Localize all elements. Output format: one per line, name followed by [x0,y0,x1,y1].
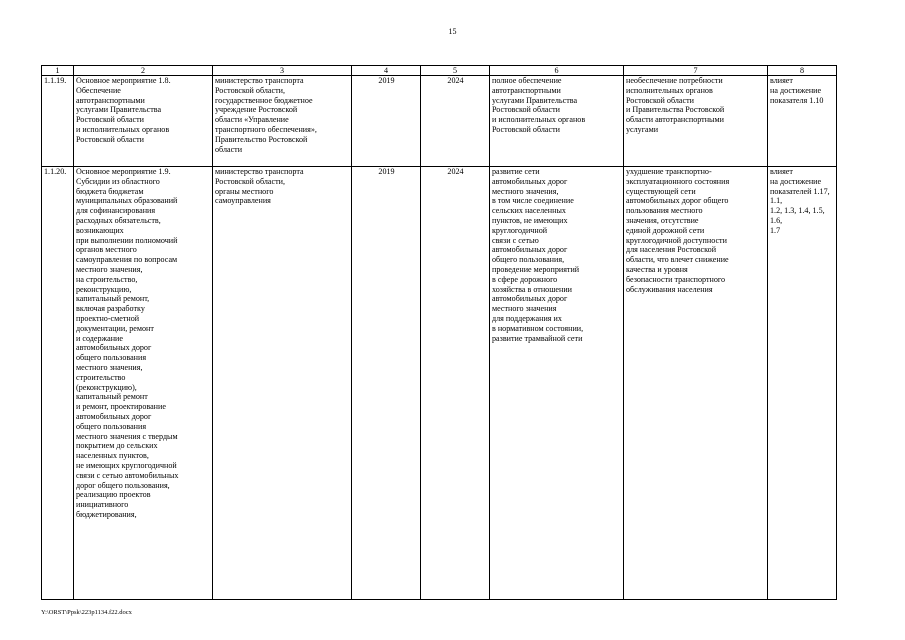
measure-name: Основное мероприятие 1.9. Субсидии из областного бюджета бюджетам муниципальных образований для софинансирования расходных обязательств, возникающих при выполнении полномочий органов местного самоуправления по вопросам местного значения, на строительство, реконструкцию, капитальный ремонт, включая разработку проектно-сметной документации, ремонт и содержание автомобильных дорог общего пользования местного значения, строительство (реконструкцию), капитальный ремонт и ремонт, проектирование автомобильных дорог общего пользования местного значения с твердым покрытием до сельских населенных пунктов, не имеющих круглогодичной связи с сетью автомобильных дорог общего пользования, реализацию проектов инициативного бюджетирования, [74,167,213,600]
consequence: ухудшение транспортно- эксплуатационного состояния существующей сети автомобильных дорог общего пользования местного значения, отсутствие единой дорожной сети круглогодичной доступности для населения Ростовской области, что влечет снижение качества и уровня безопасности транспортного обслуживания населения [624,167,768,600]
measure-name: Основное мероприятие 1.8. Обеспечение автотранспортными услугами Правительства Ростовской области и исполнительных органов Ростовской области [74,76,213,167]
column-number: 2 [74,66,213,76]
indicator-link: влияет на достижение показателя 1.10 [768,76,837,167]
expected-result: полное обеспечение автотранспортными услугами Правительства Ростовской области и исполнительных органов Ростовской области [490,76,624,167]
row-number: 1.1.20. [42,167,74,600]
start-year: 2019 [352,167,421,600]
column-number: 7 [624,66,768,76]
expected-result: развитие сети автомобильных дорог местного значения, в том числе соединение сельских населенных пунктов, не имеющих круглогодичной связи с сетью автомобильных дорог общего пользования, проведение мероприятий в сфере дорожного хозяйства в отношении автомобильных дорог местного значения для поддержания их в нормативном состоянии, развитие трамвайной сети [490,167,624,600]
column-number-row [42,66,837,76]
start-year: 2019 [352,76,421,167]
column-number: 4 [352,66,421,76]
measures-table [41,65,837,600]
column-number: 1 [42,66,74,76]
consequence: необеспечение потребности исполнительных органов Ростовской области и Правительства Ростовской области автотранспортными услугами [624,76,768,167]
executor: министерство транспорта Ростовской области, органы местного самоуправления [213,167,352,600]
column-number: 3 [213,66,352,76]
end-year: 2024 [421,76,490,167]
column-number: 5 [421,66,490,76]
executor: министерство транспорта Ростовской области, государственное бюджетное учреждение Ростовской области «Управление транспортного обеспечения», Правительство Ростовской области [213,76,352,167]
indicator-link: влияет на достижение показателей 1.17, 1.1, 1.2, 1.3, 1.4, 1.5, 1.6, 1.7 [768,167,837,600]
table-row [42,76,837,167]
column-number: 6 [490,66,624,76]
column-number: 8 [768,66,837,76]
table-row [42,167,837,600]
end-year: 2024 [421,167,490,600]
file-path-footer: Y:\ORST\Ppsk\223p1134.f22.docx [41,609,132,616]
page-number: 15 [448,27,457,36]
row-number: 1.1.19. [42,76,74,167]
